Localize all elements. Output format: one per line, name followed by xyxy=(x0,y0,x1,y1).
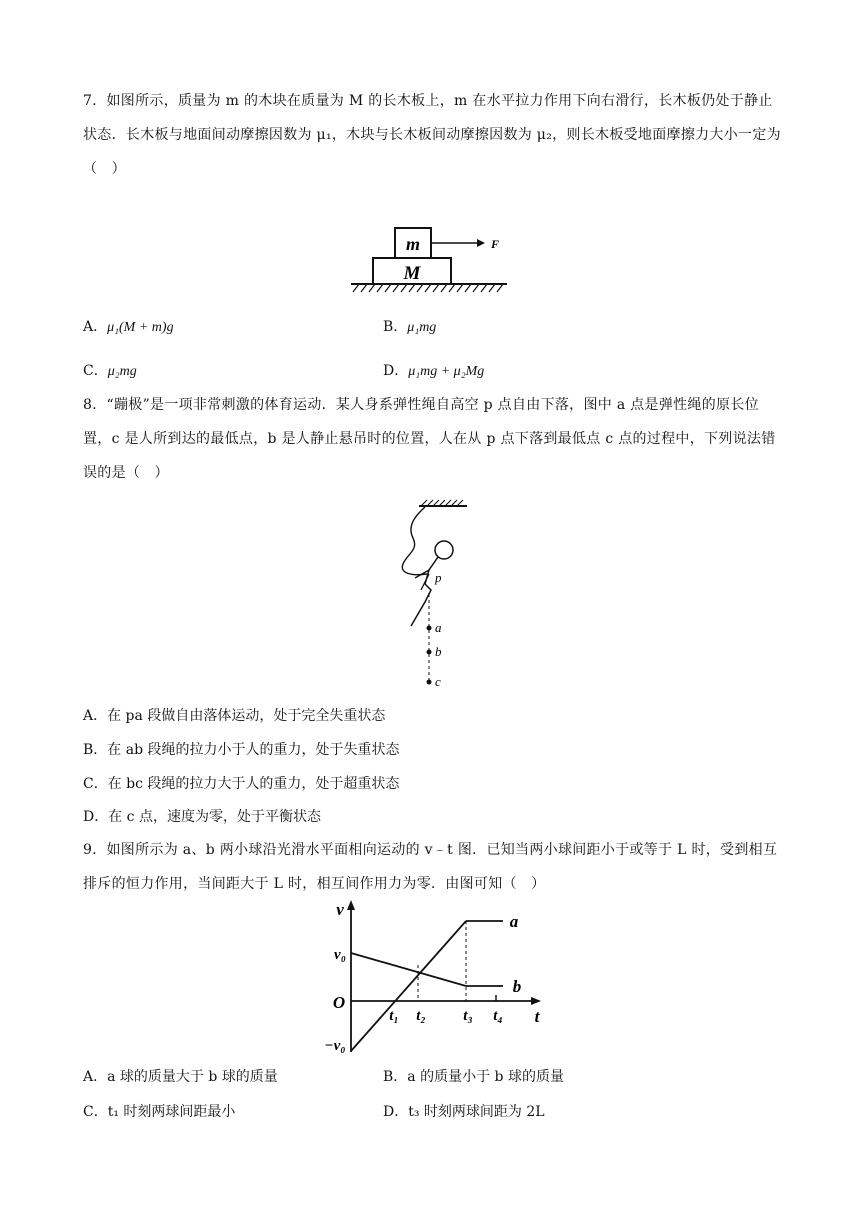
point-a-label: a xyxy=(435,620,442,635)
jumper-body xyxy=(411,557,438,626)
q7-option-b-text: μ₁mg xyxy=(407,320,437,335)
point-a xyxy=(427,626,432,631)
ground-hatching xyxy=(353,284,503,292)
point-b xyxy=(427,650,432,655)
t-axis-label: t xyxy=(534,1007,540,1026)
q7-option-c-label: C． xyxy=(83,363,108,379)
q9-option-d: D．t₃ 时刻两球间距为 2L xyxy=(383,1104,545,1120)
point-p-label: p xyxy=(435,570,442,585)
bungee-cord xyxy=(402,507,427,575)
neg-v0-label: −v₀ xyxy=(324,1038,346,1054)
line-a-rise xyxy=(351,921,466,1051)
q9-option-c: C．t₁ 时刻两球间距最小 xyxy=(83,1104,236,1120)
q7-option-d-text: μ₁mg + μ₂Mg xyxy=(408,364,485,379)
line-a-label: a xyxy=(509,912,519,931)
q7-option-d xyxy=(383,360,484,380)
point-b-label: b xyxy=(435,644,442,659)
t1-label: t₁ xyxy=(389,1008,399,1024)
q9-option-b: B．a 的质量小于 b 球的质量 xyxy=(383,1069,564,1085)
q8-option-a: A．在 pa 段做自由落体运动，处于完全失重状态 xyxy=(83,708,386,724)
q8-option-c: C．在 bc 段绳的拉力大于人的重力，处于超重状态 xyxy=(83,776,400,792)
block-m-label: m xyxy=(405,234,421,254)
q7-option-a-label: A． xyxy=(83,319,108,335)
line-b-label: b xyxy=(512,977,522,996)
q7-option-a-text: μ₁(M + m)g xyxy=(107,320,174,335)
q7-option-b-label: B． xyxy=(383,319,408,335)
q7-option-a xyxy=(83,316,174,336)
q7-option-b xyxy=(383,316,436,336)
t4-label: t₄ xyxy=(493,1008,503,1024)
jumper-head xyxy=(435,541,453,559)
point-c xyxy=(427,680,432,685)
v0-label: v₀ xyxy=(334,947,346,963)
v-axis-label: v xyxy=(336,900,344,919)
point-c-label: c xyxy=(435,674,441,689)
q7-option-c-text: μ₂mg xyxy=(107,364,137,379)
q7-option-c xyxy=(83,360,137,380)
q8-figure xyxy=(385,498,485,693)
q7-option-d-label: D． xyxy=(383,363,409,379)
q7-figure xyxy=(345,222,515,298)
q9-vt-graph xyxy=(318,896,548,1058)
q9-stem: 9．如图所示为 a、b 两小球沿光滑水平面相向运动的 v﹣t 图．已知当两小球间距小于或等于 L 时，受到相互排斥的恒力作用，当间距大于 L 时，相互间作用力为零．由图可知（ ） xyxy=(83,842,778,892)
q9-option-a: A．a 球的质量大于 b 球的质量 xyxy=(83,1069,278,1085)
q8-stem: 8．“蹦极”是一项非常刺激的体育运动．某人身系弹性绳自高空 p 点自由下落，图中 a 点是弹性绳的原长位置，c 是人所到达的最低点，b 是人静止悬吊时的位置，人在从 p 点下落到最低点 c 点的过程中，下列说法错误的是（ ） xyxy=(83,397,776,481)
t2-label: t₂ xyxy=(416,1008,426,1024)
t3-label: t₃ xyxy=(463,1008,473,1024)
line-b-fall xyxy=(351,953,466,986)
q8-option-b: B．在 ab 段绳的拉力小于人的重力，处于失重状态 xyxy=(83,742,400,758)
origin-label: O xyxy=(332,993,346,1012)
v-axis-arrow xyxy=(347,900,355,910)
q8-option-d: D．在 c 点，速度为零，处于平衡状态 xyxy=(83,809,321,825)
q7-stem: 7．如图所示，质量为 m 的木块在质量为 M 的长木板上，m 在水平拉力作用下向右滑行，长木板仍处于静止状态．长木板与地面间动摩擦因数为 μ₁，木块与长木板间动摩擦因数为 μ₂，则长木板受地面摩擦力大小一定为（ ） xyxy=(83,93,781,177)
t-axis-arrow xyxy=(531,997,541,1005)
force-label: F xyxy=(491,237,500,251)
force-arrow-head xyxy=(477,239,485,247)
block-M-label: M xyxy=(403,263,421,284)
